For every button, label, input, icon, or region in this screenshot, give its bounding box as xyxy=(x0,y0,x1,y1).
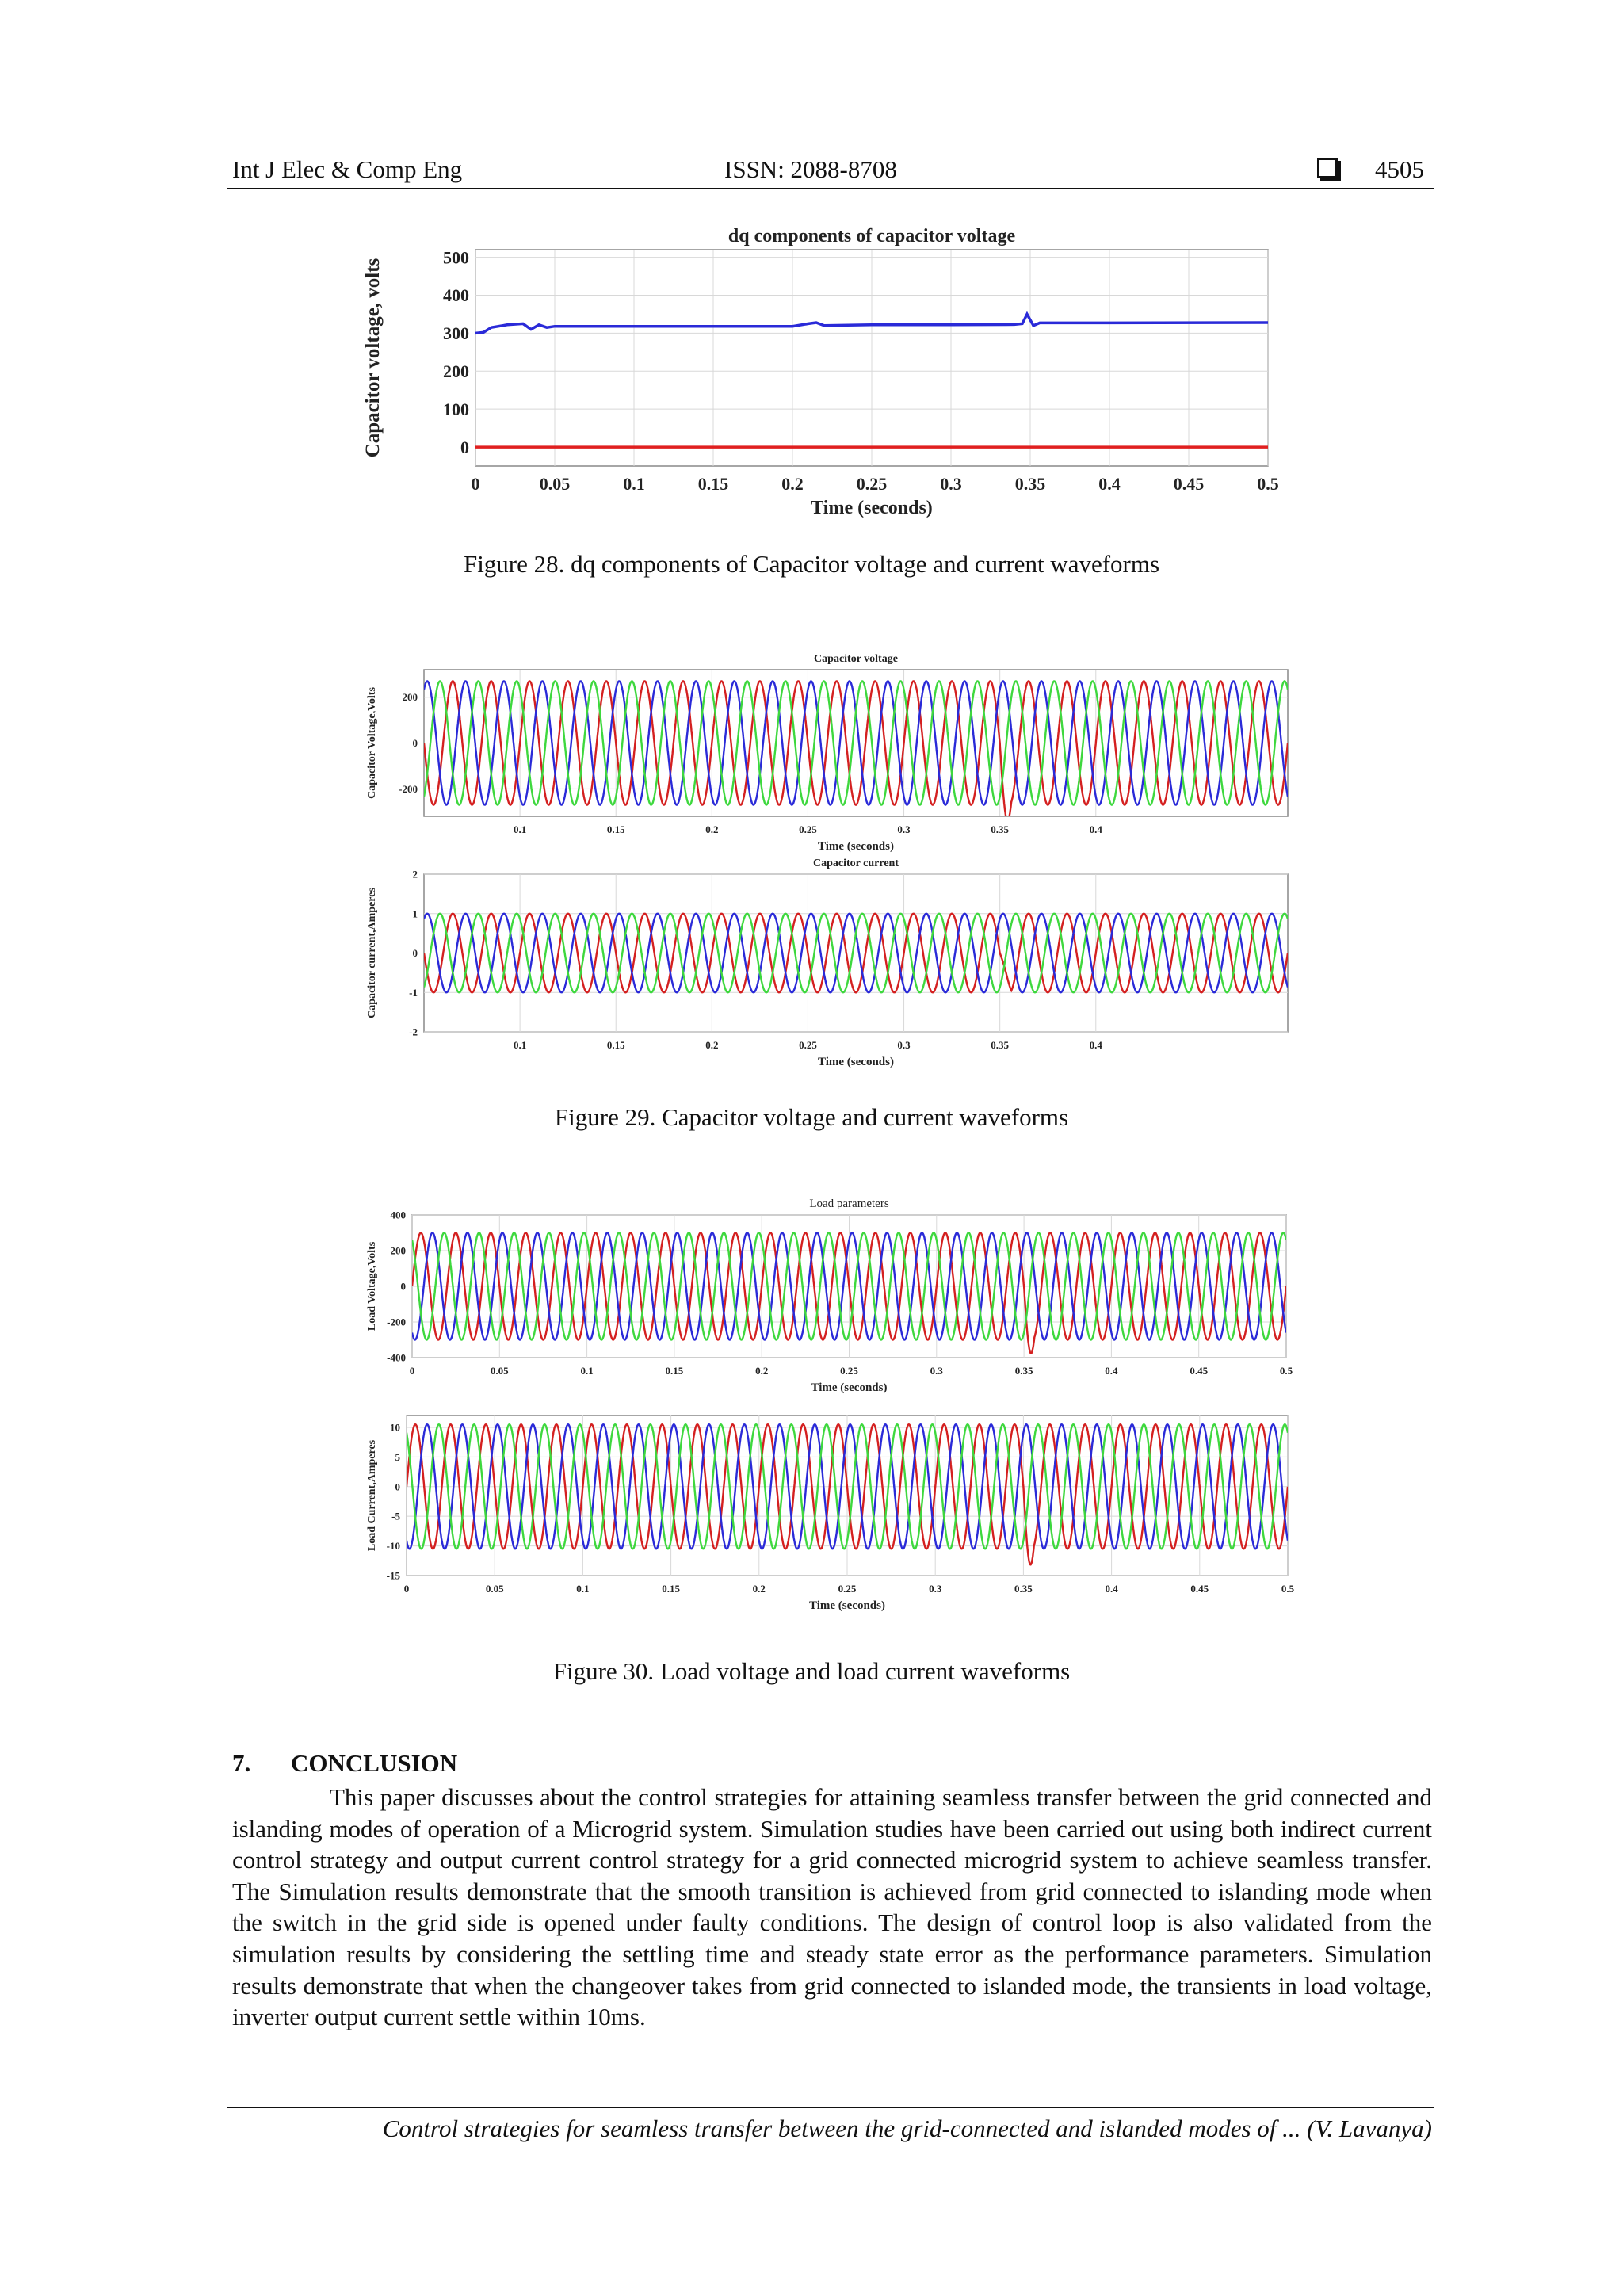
x-axis-label: Time (seconds) xyxy=(818,1056,894,1068)
y-tick-label: 10 xyxy=(390,1421,400,1434)
x-tick-label: 0.1 xyxy=(576,1583,590,1595)
y-tick-label: 100 xyxy=(443,399,469,419)
footer-rule xyxy=(227,2107,1434,2108)
figure-28-chart xyxy=(362,214,1300,531)
x-tick-label: 0.15 xyxy=(662,1583,680,1595)
x-tick-label: 0.15 xyxy=(606,1039,625,1051)
y-tick-label: 200 xyxy=(402,691,418,704)
x-axis-label: Time (seconds) xyxy=(811,1381,888,1394)
x-tick-label: 0.05 xyxy=(539,474,571,494)
y-axis-label: Capacitor voltage, volts xyxy=(362,258,384,458)
x-tick-label: 0.35 xyxy=(1014,1583,1033,1595)
x-tick-label: 0.2 xyxy=(755,1365,769,1377)
x-tick-label: 0.25 xyxy=(799,1039,817,1051)
y-tick-label: 200 xyxy=(390,1244,406,1257)
y-tick-label: -400 xyxy=(387,1351,406,1364)
x-tick-label: 0.15 xyxy=(665,1365,684,1377)
x-tick-label: 0.3 xyxy=(929,1583,942,1595)
y-tick-label: 0 xyxy=(412,947,418,960)
x-tick-label: 0.3 xyxy=(897,823,911,835)
x-tick-label: 0.45 xyxy=(1173,474,1205,494)
y-tick-label: 200 xyxy=(443,361,469,381)
running-footer: Control strategies for seamless transfer between the grid-connected and islanded modes of ... (V. Lavanya) xyxy=(382,2115,1432,2142)
x-tick-label: 0.4 xyxy=(1105,1583,1118,1595)
x-tick-label: 0.1 xyxy=(580,1365,594,1377)
x-axis-label: Time (seconds) xyxy=(818,840,894,853)
figure-30-current-chart xyxy=(361,1409,1296,1627)
x-tick-label: 0.15 xyxy=(697,474,729,494)
figure-29-current-chart xyxy=(361,856,1296,1074)
x-tick-label: 0.3 xyxy=(897,1039,911,1051)
x-tick-label: 0.25 xyxy=(838,1583,857,1595)
x-tick-label: 0 xyxy=(403,1583,410,1595)
x-tick-label: 0.4 xyxy=(1089,823,1102,835)
y-axis-label: Load Current,Amperes xyxy=(366,1439,378,1552)
figure-30-voltage-chart xyxy=(361,1191,1296,1409)
y-tick-label: 400 xyxy=(390,1209,406,1221)
y-tick-label: -15 xyxy=(386,1569,400,1582)
x-tick-label: 0.05 xyxy=(490,1365,509,1377)
x-axis-label: Time (seconds) xyxy=(811,498,933,518)
issn: ISSN: 2088-8708 xyxy=(724,155,897,183)
chart-title: Capacitor current xyxy=(813,858,899,869)
page-number: 4505 xyxy=(1375,155,1424,183)
x-tick-label: 0.35 xyxy=(1014,1365,1033,1377)
y-axis-label: Capacitor Voltage,Volts xyxy=(366,687,378,799)
x-tick-label: 0.4 xyxy=(1105,1365,1118,1377)
journal-name: Int J Elec & Comp Eng xyxy=(232,155,463,183)
x-tick-label: 0.2 xyxy=(752,1583,766,1595)
section-title: CONCLUSION xyxy=(291,1749,458,1777)
conclusion-paragraph: This paper discusses about the control strategies for attaining seamless transfer between the grid connected and islanding modes of operation of a Microgrid system. Simulation studies have been carried out using both indirect current control strategy and output current control strategy for a grid connected microgrid system to achieve seamless transfer. The Simulation results demonstrate that the smooth transition is achieved from grid connected to islanding mode when the switch in the grid side is opened under faulty conditions. The design of control loop is also validated from the simulation results by considering the settling time and steady state error as the performance parameters. Simulation results demonstrate that when the changeover takes from grid connected to islanded mode, the transients in load voltage, inverter output current settle within 10ms. xyxy=(232,1783,1432,2031)
figure-29-voltage-chart xyxy=(361,638,1296,856)
x-tick-label: 0.15 xyxy=(606,823,625,835)
x-tick-label: 0.2 xyxy=(705,1039,719,1051)
conclusion-body xyxy=(232,1782,1432,2033)
x-tick-label: 0.25 xyxy=(840,1365,858,1377)
x-tick-label: 0.1 xyxy=(513,1039,527,1051)
y-tick-label: -2 xyxy=(409,1026,418,1038)
y-tick-label: -5 xyxy=(391,1510,400,1522)
x-tick-label: 0 xyxy=(409,1365,415,1377)
x-tick-label: 0.35 xyxy=(991,823,1010,835)
figure-29-caption: Figure 29. Capacitor voltage and current waveforms xyxy=(554,1103,1069,1131)
y-tick-label: 300 xyxy=(443,323,469,344)
header-rule xyxy=(227,188,1434,189)
section-number: 7. xyxy=(232,1749,251,1777)
y-tick-label: -10 xyxy=(386,1540,400,1553)
x-tick-label: 0.45 xyxy=(1190,1365,1209,1377)
y-tick-label: -200 xyxy=(399,782,418,795)
x-tick-label: 0.35 xyxy=(991,1039,1010,1051)
x-tick-label: 0.4 xyxy=(1098,474,1121,494)
x-tick-label: 0.1 xyxy=(513,823,527,835)
y-axis-label: Capacitor current,Amperes xyxy=(366,888,378,1018)
y-tick-label: 5 xyxy=(395,1450,400,1463)
y-tick-label: -200 xyxy=(387,1316,406,1328)
x-tick-label: 0.25 xyxy=(799,823,817,835)
y-axis-label: Load Voltage,Volts xyxy=(366,1241,378,1331)
x-tick-label: 0.1 xyxy=(623,474,645,494)
y-tick-label: 0 xyxy=(395,1480,400,1493)
x-tick-label: 0.25 xyxy=(856,474,888,494)
y-tick-label: 0 xyxy=(460,437,469,457)
x-tick-label: 0.5 xyxy=(1257,474,1279,494)
x-tick-label: 0.2 xyxy=(781,474,804,494)
y-tick-label: 400 xyxy=(443,285,469,306)
x-tick-label: 0.3 xyxy=(930,1365,943,1377)
chart-title: Load parameters xyxy=(809,1198,889,1210)
x-tick-label: 0.4 xyxy=(1089,1039,1102,1051)
y-tick-label: 500 xyxy=(443,247,469,268)
figure-30-caption: Figure 30. Load voltage and load current waveforms xyxy=(552,1657,1071,1685)
square-bullet-icon xyxy=(1317,158,1338,178)
y-tick-label: -1 xyxy=(409,986,418,999)
section-heading xyxy=(232,1749,457,1778)
x-tick-label: 0 xyxy=(471,474,480,494)
chart-title: dq components of capacitor voltage xyxy=(727,226,1016,246)
x-tick-label: 0.05 xyxy=(485,1583,504,1595)
x-tick-label: 0.35 xyxy=(1014,474,1046,494)
y-tick-label: 1 xyxy=(412,907,418,920)
x-tick-label: 0.2 xyxy=(705,823,719,835)
y-tick-label: 2 xyxy=(412,868,418,881)
y-tick-label: 0 xyxy=(400,1280,406,1293)
figure-28-caption: Figure 28. dq components of Capacitor voltage and current waveforms xyxy=(463,550,1160,578)
x-tick-label: 0.3 xyxy=(940,474,962,494)
x-axis-label: Time (seconds) xyxy=(809,1599,885,1612)
x-tick-label: 0.5 xyxy=(1279,1365,1293,1377)
x-tick-label: 0.45 xyxy=(1190,1583,1209,1595)
x-tick-label: 0.5 xyxy=(1281,1583,1295,1595)
y-tick-label: 0 xyxy=(412,737,418,750)
chart-title: Capacitor voltage xyxy=(814,653,898,665)
